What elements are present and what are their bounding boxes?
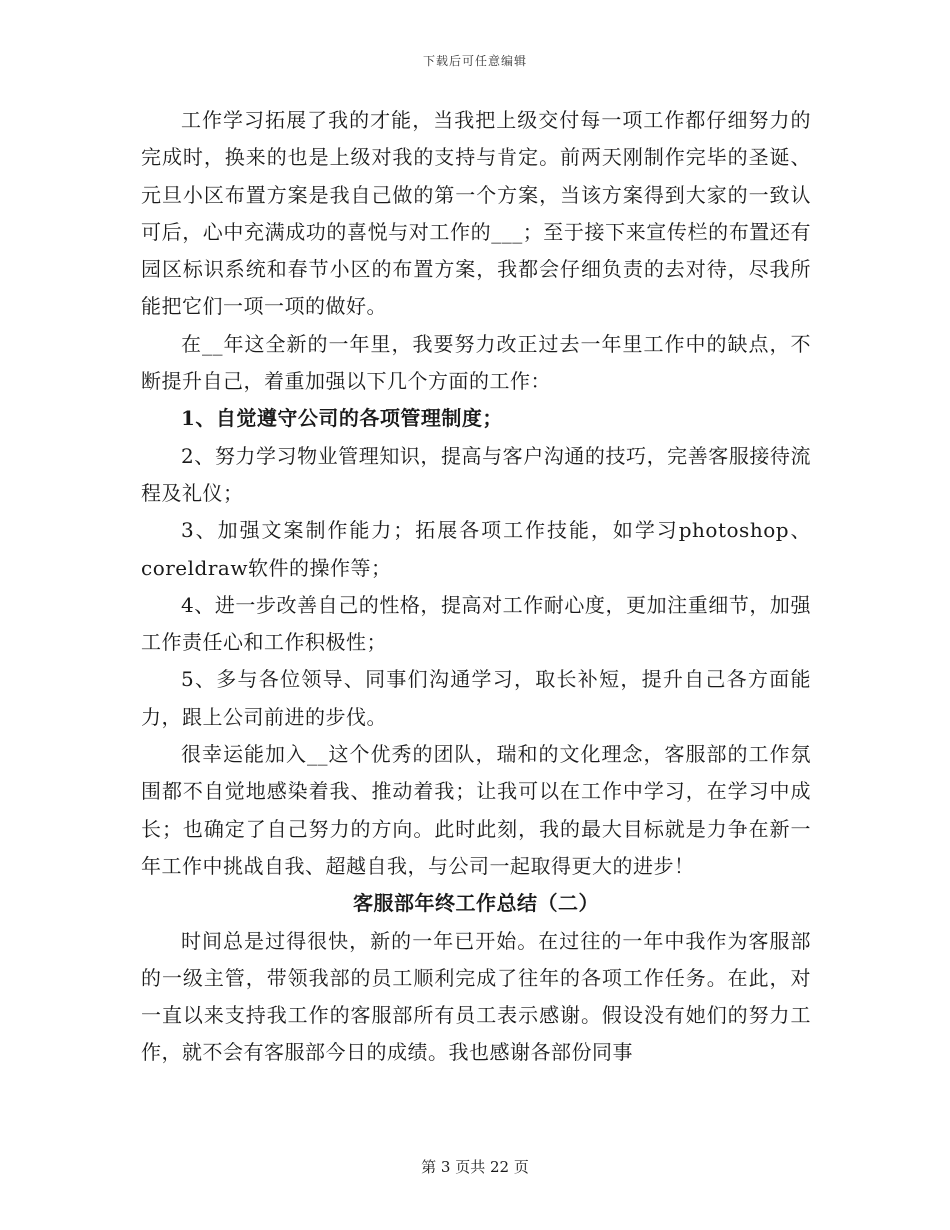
paragraph-section-intro: 时间总是过得很快，新的一年已开始。在过往的一年中我作为客服部的一级主管，带领我部的员工顺利完成了往年的各项工作任务。在此，对一直以来支持我工作的客服部所有员工表示感谢。假设没有她们的努力工作，就不会有客服部今日的成绩。我也感谢各部份同事: [141, 928, 811, 1065]
page-number-footer: 第 3 页共 22 页: [421, 1158, 529, 1176]
paragraph-work-growth: 工作学习拓展了我的才能，当我把上级交付每一项工作都仔细努力的完成时，换来的也是上级对我的支持与肯定。前两天刚制作完毕的圣诞、元旦小区布置方案是我自己做的第一个方案，当该方案得到大家的一致认可后，心中充满成功的喜悦与对工作的___；至于接下来宣传栏的布置还有园区标识系统和春节小区的布置方案，我都会仔细负责的去对待，尽我所能把它们一项一项的做好。: [141, 108, 811, 319]
list-item-5: 5、多与各位领导、同事们沟通学习，取长补短，提升自己各方面能力，跟上公司前进的步伐。: [141, 667, 811, 729]
paragraph-new-year-goals: 在__年这全新的一年里，我要努力改正过去一年里工作中的缺点，不断提升自己，着重加强以下几个方面的工作：: [141, 331, 811, 394]
section-title: 客服部年终工作总结（二）: [353, 891, 599, 916]
list-item-1: 1、自觉遵守公司的各项管理制度；: [181, 406, 503, 431]
page-header-note: 下载后可任意编辑: [422, 54, 527, 68]
list-item-2: 2、努力学习物业管理知识，提高与客户沟通的技巧，完善客服接待流程及礼仪；: [141, 443, 811, 505]
paragraph-team-gratitude: 很幸运能加入__这个优秀的团队，瑞和的文化理念，客服部的工作氛围都不自觉地感染着我、推动着我；让我可以在工作中学习，在学习中成长；也确定了自己努力的方向。此时此刻，我的最大目标就是力争在新一年工作中挑战自我、超越自我，与公司一起取得更大的进步！: [141, 742, 811, 878]
list-item-3: 3、加强文案制作能力；拓展各项工作技能，如学习photoshop、coreldraw软件的操作等；: [141, 518, 811, 580]
document-body: [141, 102, 811, 1072]
list-item-4: 4、进一步改善自己的性格，提高对工作耐心度，更加注重细节，加强工作责任心和工作积极性；: [141, 592, 811, 655]
